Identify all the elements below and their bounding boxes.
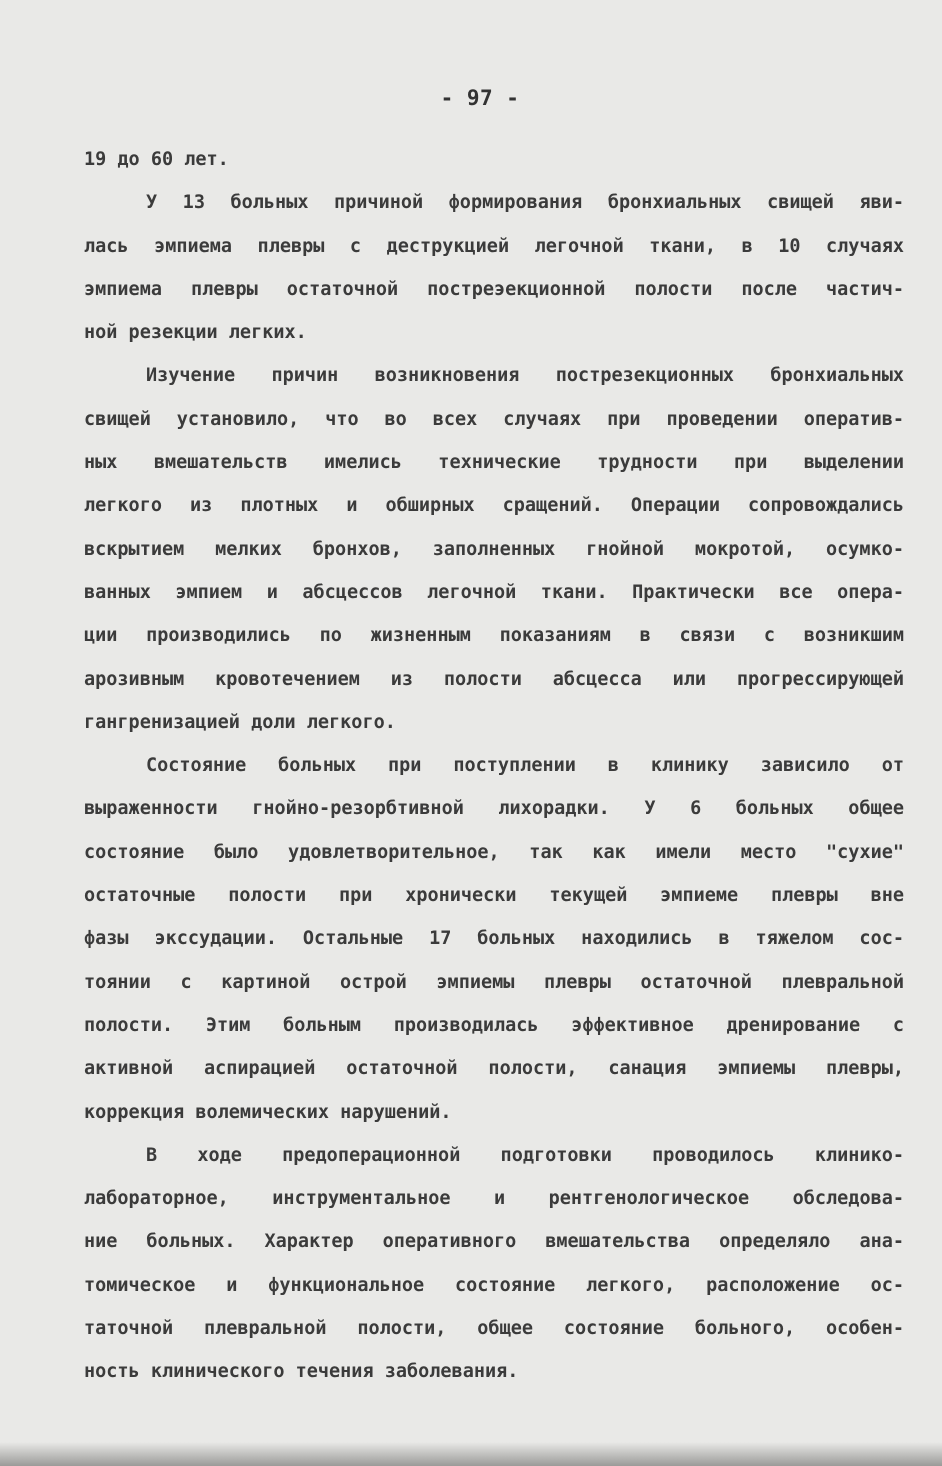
text-line: ных вмешательств имелись технические трудности при выделении — [84, 452, 904, 474]
text-line: свищей установило, что во всех случаях при проведении оператив- — [84, 408, 904, 430]
text-line: ции производились по жизненным показаниям в связи с возникшим — [84, 625, 904, 647]
text-line: ние больных. Характер оперативного вмешательства определяло ана- — [84, 1231, 904, 1253]
text-line: гангренизацией доли легкого. — [84, 711, 396, 733]
text-line: состояние было удовлетворительное, так как имели место "сухие" — [84, 841, 904, 863]
text-line: арозивным кровотечением из полости абсцесса или прогрессирующей — [84, 668, 904, 690]
text-line: вскрытием мелких бронхов, заполненных гнойной мокротой, осумко- — [84, 538, 904, 560]
body-text — [84, 138, 904, 1394]
text-line: 19 до 60 лет. — [84, 149, 229, 170]
page-bottom-edge — [0, 1442, 942, 1466]
text-line: Изучение причин возникновения пострезекционных бронхиальных — [146, 365, 904, 387]
text-line: лабораторное, инструментальное и рентгенологическое обследова- — [84, 1188, 904, 1210]
text-line: Состояние больных при поступлении в клинику зависило от — [146, 755, 904, 777]
text-line: коррекция волемических нарушений. — [84, 1101, 452, 1123]
text-line: ванных эмпием и абсцессов легочной ткани. Практически все опера- — [84, 581, 904, 603]
text-line: ной резекции легких. — [84, 322, 307, 344]
text-line: ность клинического течения заболевания. — [84, 1361, 519, 1383]
text-line: фазы экссудации. Остальные 17 больных находились в тяжелом сос- — [84, 928, 904, 950]
text-line: выраженности гнойно-резорбтивной лихорадки. У 6 больных общее — [84, 798, 904, 820]
text-line: В ходе предоперационной подготовки проводилось клинико- — [146, 1144, 904, 1166]
text-line: эмпиема плевры остаточной постреэекционной полости после частич- — [84, 278, 904, 300]
text-line: У 13 больных причиной формирования бронхиальных свищей яви- — [146, 192, 904, 214]
text-line: активной аспирацией остаточной полости, санация эмпиемы плевры, — [84, 1058, 904, 1080]
text-line: остаточные полости при хронически текущей эмпиеме плевры вне — [84, 885, 904, 907]
text-line: лась эмпиема плевры с деструкцией легочной ткани, в 10 случаях — [84, 235, 904, 257]
text-line: томическое и функциональное состояние легкого, расположение ос- — [84, 1274, 904, 1296]
page-number: - 97 - — [440, 86, 520, 110]
text-line: легкого из плотных и обширных сращений. Операции сопровождались — [84, 495, 904, 517]
text-line: таточной плевральной полости, общее состояние больного, особен- — [84, 1318, 904, 1340]
text-line: полости. Этим больным производилась эффективное дренирование с — [84, 1014, 904, 1036]
text-line: тоянии с картиной острой эмпиемы плевры остаточной плевральной — [84, 971, 904, 993]
